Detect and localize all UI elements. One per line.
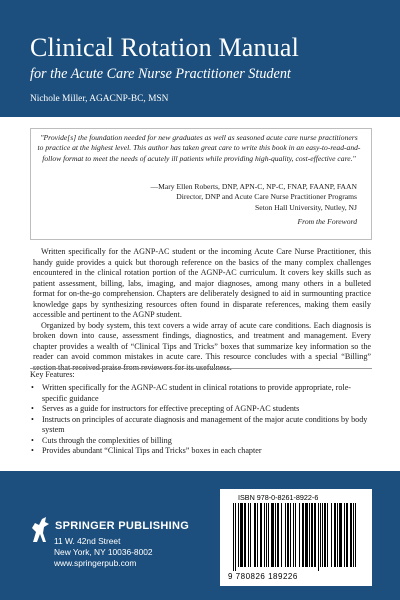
- cover-footer: [0, 471, 400, 600]
- bullet-icon: •: [31, 414, 34, 424]
- list-item: [30, 404, 372, 415]
- barcode-bar: [334, 503, 336, 567]
- barcode-bar: [277, 503, 279, 567]
- cover-header: [0, 0, 400, 117]
- barcode-bar: [248, 503, 249, 567]
- publisher-name: SPRINGER PUBLISHING: [55, 520, 190, 532]
- attribution-name: —Mary Ellen Roberts, DNP, APN-C, NP-C, FNAP, FAANP, FAAN: [150, 182, 357, 191]
- bullet-icon: •: [31, 435, 34, 445]
- barcode-bar: [295, 503, 296, 567]
- key-features-section: [30, 368, 372, 461]
- barcode-bar: [337, 503, 338, 567]
- barcode-bar: [254, 503, 256, 567]
- endorsement-box: [30, 128, 372, 240]
- description-paragraph: Organized by body system, this text covers a wide array of acute care conditions. Each diagnosis is broken down into cause, assessment findings, diagnostics, and treatment and management. Every chapter provides a wealth of “Clinical Tips and Tricks” boxes that summarize key information so the reader can avoid common mistakes in acute care. This resource concludes with a special “Billing” section that received praise from reviewers for its usefulness.: [33, 320, 371, 373]
- barcode-bar: [327, 503, 328, 567]
- endorsement-quote: "Provide[s] the foundation needed for new graduates as well as seasoned acute care nurse practitioners to practice at the highest level. This author has taken great care to write this book in an easy-to-read-and-follow format to meet the needs of acutely ill patients while providing high-quality, cost-effective care.": [37, 133, 361, 163]
- barcode-bar: [271, 503, 274, 567]
- attribution-source: From the Foreword: [297, 216, 357, 226]
- barcode-bar: [287, 503, 289, 567]
- barcode-bar: [350, 503, 352, 567]
- publisher-city: New York, NY 10036-8002: [54, 547, 153, 557]
- barcode-bar: [302, 503, 304, 567]
- book-author: Nichole Miller, AGACNP-BC, MSN: [30, 94, 169, 104]
- isbn-digits: 9 780826 189226: [228, 572, 298, 581]
- endorsement-attribution: [151, 182, 357, 227]
- barcode-bar: [244, 503, 246, 567]
- barcode-bar: [339, 503, 342, 567]
- book-description: [33, 247, 371, 374]
- barcode-bar: [233, 503, 234, 571]
- key-features-list: [30, 383, 372, 457]
- attribution-institution: Seton Hall University, Nutley, NJ: [255, 202, 357, 212]
- barcode-bar: [318, 503, 319, 571]
- description-paragraph: Written specifically for the AGNP-AC student or the incoming Acute Care Nurse Practitioner, this handy guide provides a quick but thorough reference on the basics of the many complex challenges encountered in the clinical rotation portion of the AGNP-AC curriculum. It covers key skills such as patient assessment, billing, labs, imaging, and major diagnoses, among many others in a bulleted format for on-the-go comprehension. Chapters are deliberately designed to aid in surmounting practice knowledge gaps by synthesizing resources often found in disparate references, making them easily accessible and pertinent to the AGNP student.: [33, 247, 371, 320]
- barcode-bar: [344, 503, 345, 567]
- feature-text: Instructs on principles of accurate diagnosis and management of the major acute conditions by body system: [42, 414, 368, 434]
- barcode-bar: [235, 503, 236, 571]
- key-features-heading: Key Features:: [30, 370, 75, 379]
- barcode-bar: [305, 503, 308, 567]
- barcode-bar: [346, 503, 348, 567]
- barcode-bar: [268, 503, 269, 567]
- barcode-bar: [290, 503, 291, 567]
- barcode-bar: [324, 503, 326, 567]
- publisher-website: www.springerpub.com: [54, 558, 137, 568]
- barcode-bar: [355, 503, 356, 567]
- book-title: Clinical Rotation Manual: [30, 33, 300, 62]
- barcode-bar: [353, 503, 354, 567]
- springer-horse-logo-icon: [27, 515, 51, 543]
- feature-text: Cuts through the complexities of billing: [42, 435, 172, 445]
- bullet-icon: •: [31, 446, 34, 455]
- barcode-bar: [266, 503, 267, 567]
- bullet-icon: •: [31, 404, 34, 413]
- barcode-bar: [311, 503, 313, 567]
- publisher-street: 11 W. 42nd Street: [54, 536, 121, 546]
- barcode-graphic: [231, 503, 361, 571]
- barcode-bar: [281, 503, 282, 567]
- barcode-bar: [331, 503, 332, 567]
- list-item: [30, 383, 372, 404]
- barcode-bar: [238, 503, 239, 567]
- barcode-bar: [264, 503, 265, 567]
- barcode-bar: [309, 503, 310, 567]
- barcode-bar: [322, 503, 323, 567]
- bullet-icon: •: [31, 383, 34, 392]
- barcode-bar: [293, 503, 294, 567]
- attribution-role: Director, DNP and Acute Care Nurse Practitioner Programs: [176, 192, 357, 202]
- barcode-bar: [257, 503, 258, 567]
- barcode-bar: [320, 503, 321, 567]
- barcode-bar: [275, 503, 276, 567]
- barcode-bar: [285, 503, 286, 567]
- list-item: [30, 436, 372, 447]
- list-item: [30, 446, 372, 457]
- list-item: [30, 415, 372, 436]
- barcode-bar: [299, 503, 300, 567]
- barcode-bar: [250, 503, 251, 567]
- feature-text: Serves as a guide for instructors for effective precepting of AGNP-AC students: [42, 404, 300, 413]
- feature-text: Provides abundant “Clinical Tips and Tricks” boxes in each chapter: [42, 446, 262, 455]
- isbn-label: ISBN 978-0-8261-8922-6: [238, 493, 319, 502]
- barcode-bar: [314, 503, 316, 567]
- isbn-barcode-box: [220, 489, 372, 586]
- barcode-bar: [240, 503, 243, 567]
- book-subtitle: for the Acute Care Nurse Practitioner Student: [30, 66, 291, 82]
- barcode-bar: [260, 503, 262, 567]
- feature-text: Written specifically for the AGNP-AC student in clinical rotations to provide appropriate, role-specific guidance: [42, 383, 352, 403]
